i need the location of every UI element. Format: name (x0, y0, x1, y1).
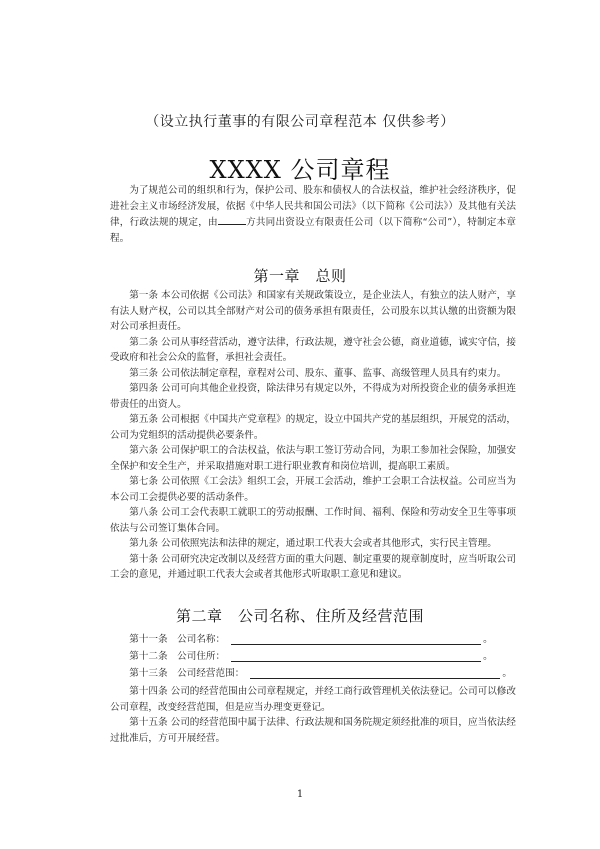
preamble (110, 183, 516, 246)
article: 第九条 公司依照宪法和法律的规定，通过职工代表大会或者其他形式，实行民主管理。 (129, 538, 497, 549)
preamble-text-2: 方共同出资设立有限责任公司（以下简称“公司”），特制定本章程。 (110, 217, 517, 244)
fill-label: 第十一条 公司名称： (129, 634, 226, 645)
page-number: 1 (296, 789, 304, 800)
fill-row-company-name (110, 630, 516, 645)
article: 第一条 本公司依据《公司法》和国家有关规政策设立，是企业法人，有独立的法人财产，享有法人财产权，公司以其全部财产对公司的债务承担有限责任，公司股东以其认缴的出资额为限对公司承担责任。 (110, 290, 516, 332)
fill-label: 第十二条 公司住所： (129, 651, 226, 662)
fill-end: 。 (502, 668, 512, 679)
article: 第八条 公司工会代表职工就职工的劳动报酬、工作时间、福利、保险和劳动安全卫生等事项依法与公司签订集体合同。 (110, 507, 516, 534)
chapter-1-heading: 第一章 总则 (253, 267, 347, 285)
chapter-1-articles (110, 288, 516, 583)
document-title: XXXX 公司章程 (209, 156, 391, 184)
document-subtitle: （设立执行董事的有限公司章程范本 仅供参考） (145, 114, 455, 130)
article: 第七条 公司依照《工会法》组织工会，开展工会活动，维护工会职工合法权益。公司应当为本公司工会提供必要的活动条件。 (110, 476, 516, 503)
article: 第二条 公司从事经营活动，遵守法律，行政法规，遵守社会公德，商业道德，诚实守信，接受政府和社会公众的监督，承担社会责任。 (110, 336, 516, 363)
fill-row-company-address (110, 647, 516, 662)
fill-line (250, 667, 500, 679)
article: 第十五条 公司的经营范围中属于法律、行政法规和国务院规定须经批准的项目，应当依法经过批准后，方可开展经营。 (110, 717, 516, 744)
chapter-2-heading: 第二章 公司名称、住所及经营范围 (175, 607, 424, 625)
blank-fill-line (218, 214, 246, 225)
article: 第十条 公司研究决定改制以及经营方面的重大问题、制定重要的规章制度时，应当听取公司工会的意见，并通过职工代表大会或者其他形式听取职工意见和建议。 (110, 553, 516, 580)
article: 第三条 公司依法制定章程，章程对公司、股东、董事、监事、高级管理人员具有约束力。 (129, 367, 507, 379)
fill-end: 。 (483, 634, 493, 645)
fill-end: 。 (483, 651, 493, 662)
article: 第十四条 公司的经营范围由公司章程规定，并经工商行政管理机关依法登记。公司可以修改公司章程，改变经营范围，但是应当办理变更登记。 (110, 686, 516, 713)
fill-line (231, 633, 481, 645)
fill-line (231, 650, 481, 662)
preamble-text-1: 为了规范公司的组织和行为，保护公司、股东和债权人的合法权益，维护社会经济秩序，促进社会主义市场经济发展，依据《中华人民共和国公司法》（以下简称《公司法》）及其他有关法律，行政法规的规定，由 (110, 185, 516, 228)
fill-label: 第十三条 公司经营范围： (129, 668, 245, 679)
fill-row-business-scope (110, 664, 516, 679)
article: 第四条 公司可向其他企业投资，除法律另有规定以外，不得成为对所投资企业的债务承担连带责任的出资人。 (110, 383, 516, 410)
chapter-2-articles (110, 684, 516, 746)
article: 第五条 公司根据《中国共产党章程》的规定，设立中国共产党的基层组织，开展党的活动，公司为党组织的活动提供必要条件。 (110, 414, 516, 441)
preamble-paragraph (110, 183, 516, 246)
article: 第六条 公司保护职工的合法权益，依法与职工签订劳动合同，为职工参加社会保险，加强安全保护和安全生产，并采取措施对职工进行职业教育和岗位培训，提高职工素质。 (110, 445, 516, 472)
